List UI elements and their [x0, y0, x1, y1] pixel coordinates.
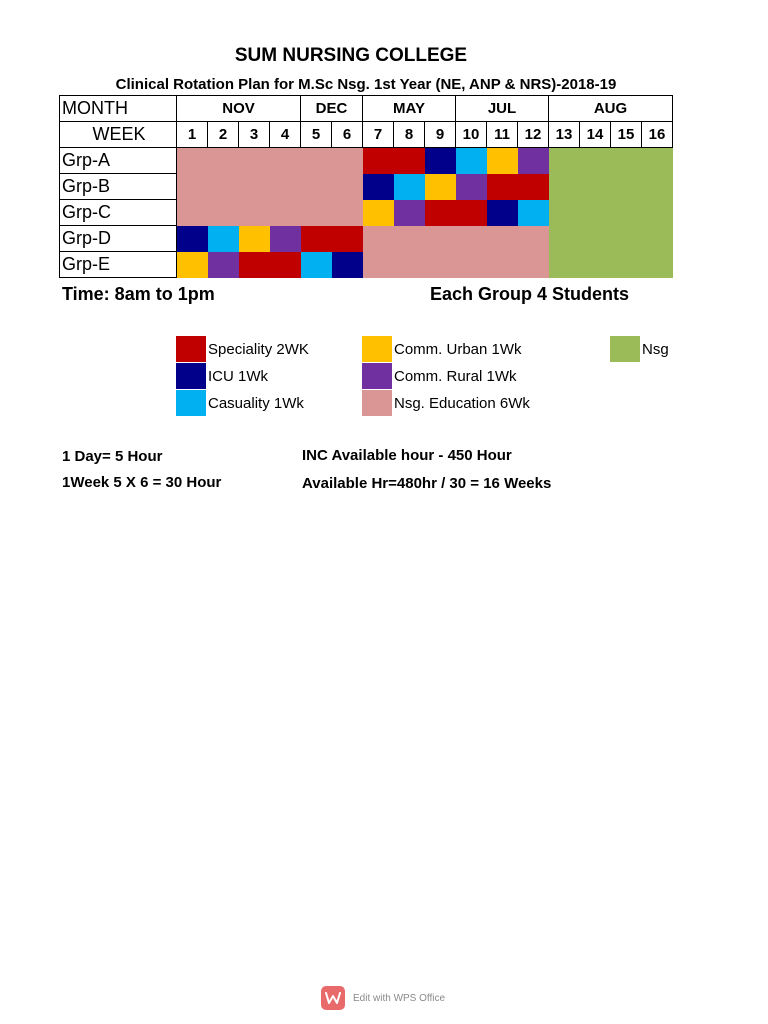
rotation-cell [487, 252, 518, 278]
rotation-cell [332, 252, 363, 278]
rotation-cell [580, 226, 611, 252]
rotation-cell [518, 200, 549, 226]
rotation-cell [456, 200, 487, 226]
week-cell: 3 [239, 122, 270, 148]
week-cell: 5 [301, 122, 332, 148]
rotation-cell [549, 200, 580, 226]
rotation-cell [549, 252, 580, 278]
rotation-cell [642, 226, 673, 252]
day-hours-note: 1 Day= 5 Hour [62, 448, 163, 465]
rotation-cell [487, 174, 518, 200]
legend-item [176, 390, 304, 416]
rotation-cell [611, 252, 642, 278]
legend-swatch [362, 390, 392, 416]
group-row [60, 226, 673, 252]
rotation-cell [332, 148, 363, 174]
legend-label: Casuality 1Wk [208, 394, 304, 412]
legend-label: Nsg. Education 6Wk [394, 394, 530, 412]
month-cell: DEC [301, 96, 363, 122]
rotation-cell [487, 148, 518, 174]
rotation-cell [239, 252, 270, 278]
rotation-cell [363, 252, 394, 278]
week-hours-note: 1Week 5 X 6 = 30 Hour [62, 474, 222, 491]
week-cell: 2 [208, 122, 239, 148]
rotation-cell [611, 174, 642, 200]
rotation-cell [518, 226, 549, 252]
week-header: WEEK [60, 122, 177, 148]
rotation-cell [611, 148, 642, 174]
week-cell: 11 [487, 122, 518, 148]
rotation-cell [332, 174, 363, 200]
month-header: MONTH [60, 96, 177, 122]
rotation-cell [270, 148, 301, 174]
week-cell: 13 [549, 122, 580, 148]
rotation-cell [301, 174, 332, 200]
group-row [60, 148, 673, 174]
month-cell: MAY [363, 96, 456, 122]
month-cell: NOV [177, 96, 301, 122]
legend-swatch [176, 390, 206, 416]
rotation-cell [301, 200, 332, 226]
rotation-cell [456, 174, 487, 200]
rotation-cell [177, 200, 208, 226]
month-cell: AUG [549, 96, 673, 122]
legend-label: ICU 1Wk [208, 367, 268, 385]
rotation-cell [487, 226, 518, 252]
rotation-cell [456, 252, 487, 278]
legend-item [362, 336, 522, 362]
rotation-cell [394, 252, 425, 278]
legend-label: Speciality 2WK [208, 340, 309, 358]
rotation-cell [208, 148, 239, 174]
legend-label: Nsg [642, 340, 669, 358]
rotation-table [59, 95, 673, 278]
legend-swatch [610, 336, 640, 362]
inc-hours-note: INC Available hour - 450 Hour [302, 447, 512, 464]
week-cell: 10 [456, 122, 487, 148]
rotation-cell [425, 252, 456, 278]
week-cell: 14 [580, 122, 611, 148]
legend-label: Comm. Rural 1Wk [394, 367, 517, 385]
rotation-cell [301, 226, 332, 252]
rotation-cell [425, 226, 456, 252]
rotation-cell [580, 252, 611, 278]
legend-swatch [176, 336, 206, 362]
rotation-cell [363, 174, 394, 200]
rotation-cell [611, 226, 642, 252]
rotation-cell [487, 200, 518, 226]
rotation-cell [208, 252, 239, 278]
rotation-cell [239, 174, 270, 200]
legend-swatch [176, 363, 206, 389]
wps-footer[interactable] [321, 986, 445, 1010]
rotation-cell [394, 226, 425, 252]
rotation-cell [642, 174, 673, 200]
month-cell: JUL [456, 96, 549, 122]
rotation-cell [363, 226, 394, 252]
group-row [60, 174, 673, 200]
available-hours-note: Available Hr=480hr / 30 = 16 Weeks [302, 475, 552, 492]
rotation-cell [425, 200, 456, 226]
wps-footer-text: Edit with WPS Office [353, 992, 446, 1004]
rotation-cell [270, 200, 301, 226]
rotation-cell [363, 148, 394, 174]
college-title: SUM NURSING COLLEGE [234, 45, 468, 66]
group-size-note: Each Group 4 Students [430, 284, 630, 304]
group-label: Grp-D [60, 226, 177, 252]
week-cell: 15 [611, 122, 642, 148]
rotation-cell [394, 174, 425, 200]
rotation-cell [518, 252, 549, 278]
week-cell: 1 [177, 122, 208, 148]
rotation-cell [456, 148, 487, 174]
rotation-cell [208, 200, 239, 226]
legend-item [176, 363, 268, 389]
rotation-cell [549, 148, 580, 174]
legend-item [362, 390, 530, 416]
rotation-cell [549, 174, 580, 200]
week-cell: 7 [363, 122, 394, 148]
legend-swatch [362, 336, 392, 362]
rotation-cell [425, 148, 456, 174]
rotation-cell [301, 148, 332, 174]
rotation-cell [580, 148, 611, 174]
rotation-cell [332, 226, 363, 252]
group-row [60, 200, 673, 226]
rotation-cell [270, 252, 301, 278]
rotation-cell [208, 226, 239, 252]
legend-item [362, 363, 517, 389]
rotation-cell [425, 174, 456, 200]
rotation-cell [239, 148, 270, 174]
week-cell: 16 [642, 122, 673, 148]
group-label: Grp-E [60, 252, 177, 278]
rotation-cell [239, 226, 270, 252]
legend-item [176, 336, 309, 362]
time-note: Time: 8am to 1pm [62, 284, 215, 304]
rotation-cell [642, 148, 673, 174]
rotation-cell [301, 252, 332, 278]
week-cell: 6 [332, 122, 363, 148]
rotation-cell [208, 174, 239, 200]
rotation-cell [177, 226, 208, 252]
legend-label: Comm. Urban 1Wk [394, 340, 522, 358]
week-cell: 8 [394, 122, 425, 148]
legend-item [610, 336, 669, 362]
rotation-cell [642, 252, 673, 278]
rotation-cell [177, 252, 208, 278]
rotation-cell [518, 148, 549, 174]
rotation-cell [394, 200, 425, 226]
rotation-cell [580, 200, 611, 226]
rotation-cell [270, 174, 301, 200]
week-cell: 4 [270, 122, 301, 148]
week-cell: 9 [425, 122, 456, 148]
rotation-cell [332, 200, 363, 226]
rotation-cell [239, 200, 270, 226]
group-label: Grp-A [60, 148, 177, 174]
group-row [60, 252, 673, 278]
legend-swatch [362, 363, 392, 389]
rotation-cell [394, 148, 425, 174]
rotation-cell [549, 226, 580, 252]
wps-logo-icon [321, 986, 345, 1010]
week-cell: 12 [518, 122, 549, 148]
rotation-cell [270, 226, 301, 252]
rotation-cell [518, 174, 549, 200]
rotation-cell [363, 200, 394, 226]
rotation-cell [611, 200, 642, 226]
rotation-cell [580, 174, 611, 200]
rotation-cell [177, 148, 208, 174]
rotation-cell [177, 174, 208, 200]
rotation-cell [456, 226, 487, 252]
rotation-cell [642, 200, 673, 226]
group-label: Grp-C [60, 200, 177, 226]
group-label: Grp-B [60, 174, 177, 200]
plan-subtitle: Clinical Rotation Plan for M.Sc Nsg. 1st Year (NE, ANP & NRS)-2018-19 [115, 76, 617, 93]
